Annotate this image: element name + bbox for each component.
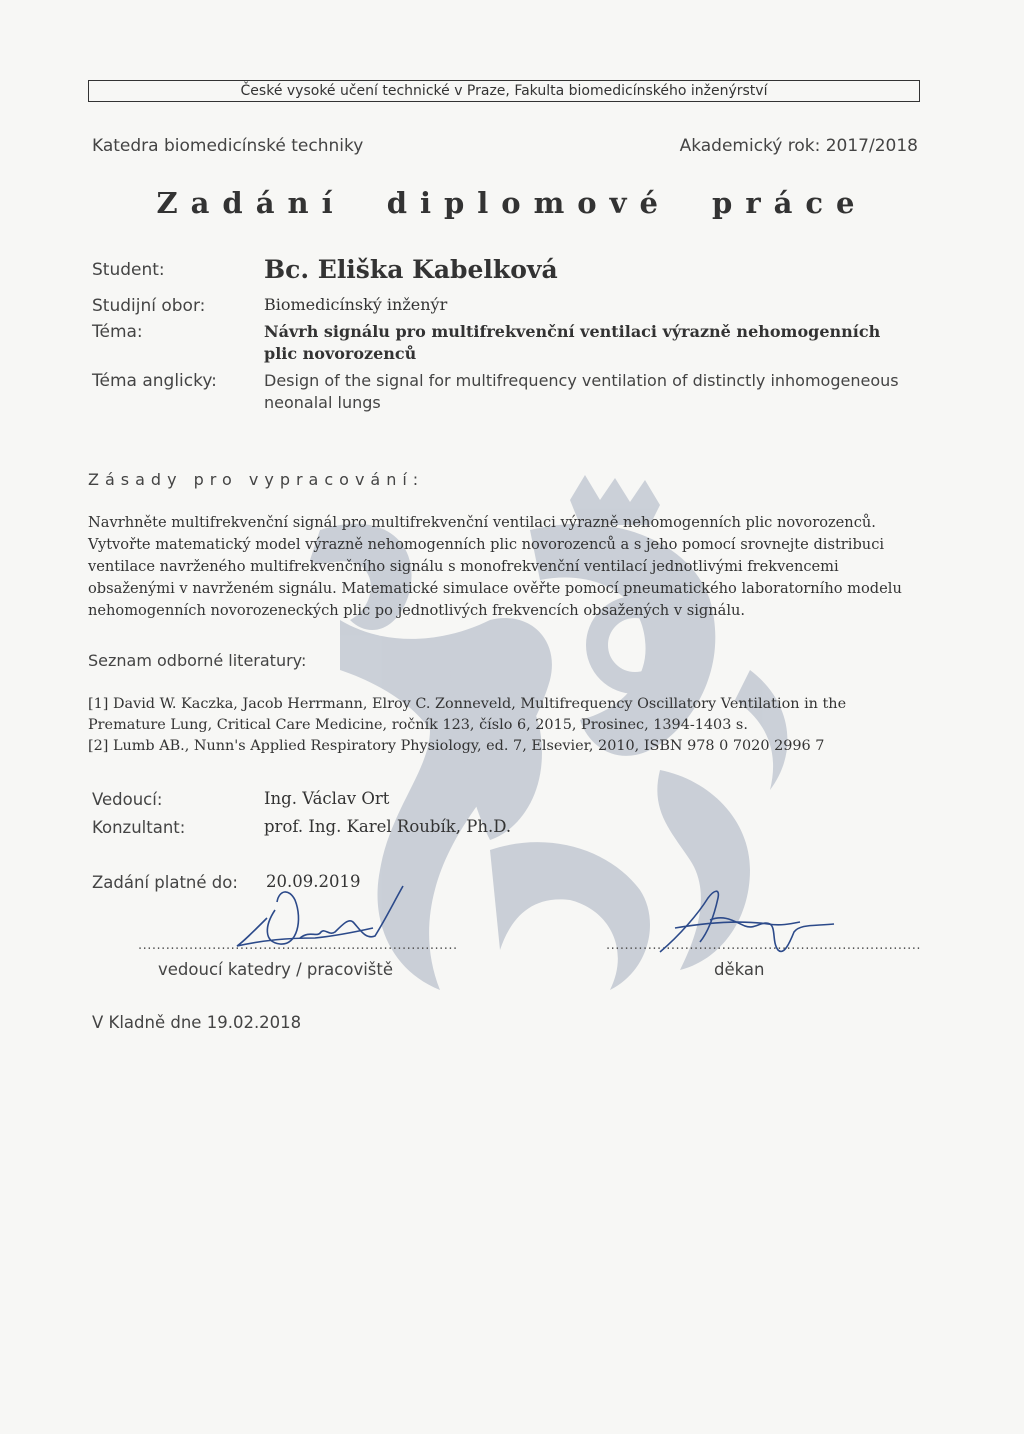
place-and-date: V Kladně dne 19.02.2018 <box>92 1013 302 1032</box>
topic-english-value: Design of the signal for multifrequency ventilation of distinctly inhomogeneous neonalal lungs <box>264 371 899 412</box>
valid-until-label: Zadání platné do: <box>92 873 238 892</box>
dean-signature <box>650 880 840 965</box>
principles-title: Zásady pro vypracování: <box>88 470 425 489</box>
supervisor-value: Ing. Václav Ort <box>264 789 390 808</box>
supervisor-signature <box>225 880 415 960</box>
principles-text: Navrhněte multifrekvenční signál pro multifrekvenční ventilaci výrazně nehomogenních plic novorozenců. Vytvořte matematický model výrazně nehomogenních plic novorozenců a s jeho pomocí srovnejte distribuci ventilace navrženého multifrekvenčního signálu s monofrekvenční ventilací jednotlivými frekvencemi obsaženými v navrženém signálu. Matematické simulace ověřte pomocí pneumatického laboratorního modelu nehomogenních novorozeneckých plic po jednotlivých frekvencích obsažených v signálu. <box>88 514 902 619</box>
right-signature-line: .................................................................... <box>606 938 921 953</box>
topic-english-label: Téma anglicky: <box>92 371 217 391</box>
institution-name: České vysoké učení technické v Praze, Fakulta biomedicínského inženýrství <box>240 83 768 99</box>
document-title: Zadání diplomové práce <box>156 186 868 220</box>
institution-header-box <box>88 80 920 102</box>
student-name: Bc. Eliška Kabelková <box>264 255 558 284</box>
department-name: Katedra biomedicínské techniky <box>92 136 364 156</box>
department-head-caption: vedoucí katedry / pracoviště <box>158 960 394 979</box>
valid-until-value: 20.09.2019 <box>266 872 361 891</box>
topic-label: Téma: <box>92 322 143 342</box>
dean-caption: děkan <box>714 960 765 979</box>
literature-item-1-line-1: [1] David W. Kaczka, Jacob Herrmann, Elroy C. Zonneveld, Multifrequency Oscillatory Ventilation in the <box>88 696 847 712</box>
supervisor-label: Vedoucí: <box>92 790 163 809</box>
literature-title: Seznam odborné literatury: <box>88 651 307 670</box>
academic-year: Akademický rok: 2017/2018 <box>679 136 918 156</box>
study-field-label: Studijní obor: <box>92 296 206 316</box>
literature-item-2: [2] Lumb AB., Nunn's Applied Respiratory Physiology, ed. 7, Elsevier, 2010, ISBN 978 0 7020 2996 7 <box>88 738 825 754</box>
literature-item-1-line-2: Premature Lung, Critical Care Medicine, ročník 123, číslo 6, 2015, Prosinec, 1394-1403 s. <box>88 717 748 733</box>
consultant-value: prof. Ing. Karel Roubík, Ph.D. <box>264 817 512 836</box>
study-field-value: Biomedicínský inženýr <box>264 295 448 314</box>
literature-list <box>88 694 928 757</box>
topic-value: Návrh signálu pro multifrekvenční ventilaci výrazně nehomogenních plic novorozenců <box>264 322 881 363</box>
consultant-label: Konzultant: <box>92 818 186 837</box>
left-signature-line: ..................................................................... <box>138 938 458 953</box>
student-label: Student: <box>92 260 165 280</box>
